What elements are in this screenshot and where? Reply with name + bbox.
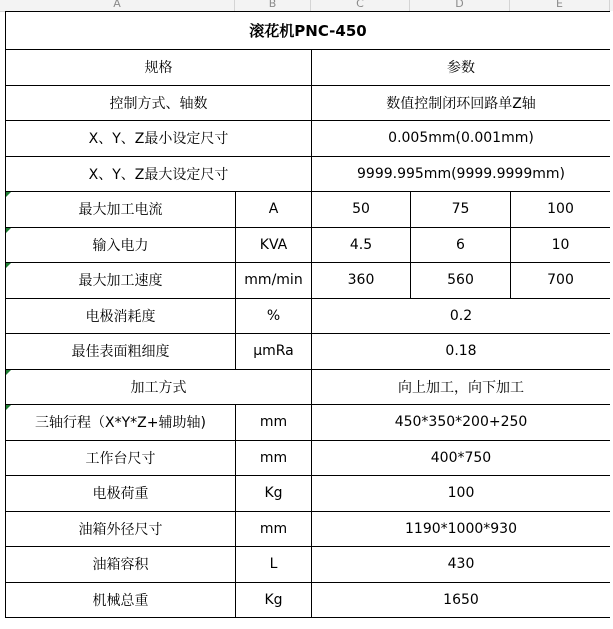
table-row (6, 85, 611, 121)
row-value[interactable]: 数值控制闭环回路单Z轴 (312, 85, 611, 121)
row-value[interactable]: 450*350*200+250 (312, 405, 611, 441)
row-label[interactable]: 电极消耗度 (6, 298, 236, 334)
table-row (6, 547, 611, 583)
row-label[interactable]: 油箱容积 (6, 547, 236, 583)
row-unit[interactable]: μmRa (236, 334, 312, 370)
header-spec[interactable]: 规格 (6, 50, 312, 86)
table-row (6, 405, 611, 441)
table-row (6, 227, 611, 263)
row-value-2[interactable]: 560 (411, 263, 511, 299)
table-row (6, 476, 611, 512)
row-value[interactable]: 1650 (312, 582, 611, 618)
table-row (6, 582, 611, 618)
column-header-a[interactable]: A (0, 0, 235, 11)
row-label[interactable]: 控制方式、轴数 (6, 85, 312, 121)
row-label[interactable]: 三轴行程（X*Y*Z+辅助轴) (6, 405, 236, 441)
row-label[interactable]: 油箱外径尺寸 (6, 511, 236, 547)
row-value[interactable]: 0.005mm(0.001mm) (312, 121, 611, 157)
table-row (6, 121, 611, 157)
spec-table (5, 11, 611, 618)
table-row (6, 511, 611, 547)
row-label[interactable]: 机械总重 (6, 582, 236, 618)
table-row (6, 263, 611, 299)
table-title[interactable]: 滚花机PNC-450 (6, 12, 611, 50)
column-header-b[interactable]: B (235, 0, 311, 11)
column-header-d[interactable]: D (410, 0, 510, 11)
table-row (6, 334, 611, 370)
row-unit[interactable]: KVA (236, 227, 312, 263)
row-unit[interactable]: A (236, 192, 312, 228)
title-row (6, 12, 611, 50)
header-param[interactable]: 参数 (312, 50, 611, 86)
row-label[interactable]: 最大加工电流 (6, 192, 236, 228)
row-value-3[interactable]: 10 (511, 227, 611, 263)
row-value-1[interactable]: 360 (312, 263, 411, 299)
row-value[interactable]: 9999.995mm(9999.9999mm) (312, 156, 611, 192)
row-label[interactable]: 电极荷重 (6, 476, 236, 512)
table-row (6, 298, 611, 334)
row-value[interactable]: 100 (312, 476, 611, 512)
row-unit[interactable]: % (236, 298, 312, 334)
row-value[interactable]: 400*750 (312, 440, 611, 476)
table-row (6, 156, 611, 192)
row-unit[interactable]: Kg (236, 476, 312, 512)
row-label[interactable]: X、Y、Z最小设定尺寸 (6, 121, 312, 157)
table-row (6, 192, 611, 228)
column-header-c[interactable]: C (311, 0, 410, 11)
row-unit[interactable]: Kg (236, 582, 312, 618)
row-label[interactable]: 工作台尺寸 (6, 440, 236, 476)
row-value-2[interactable]: 6 (411, 227, 511, 263)
row-value-3[interactable]: 700 (511, 263, 611, 299)
row-label[interactable]: 最佳表面粗细度 (6, 334, 236, 370)
column-header-e[interactable]: E (510, 0, 610, 11)
row-value[interactable]: 1190*1000*930 (312, 511, 611, 547)
row-unit[interactable]: mm (236, 440, 312, 476)
row-value-2[interactable]: 75 (411, 192, 511, 228)
row-unit[interactable]: mm/min (236, 263, 312, 299)
row-value-3[interactable]: 100 (511, 192, 611, 228)
row-value[interactable]: 0.2 (312, 298, 611, 334)
table-row (6, 369, 611, 405)
row-unit[interactable]: L (236, 547, 312, 583)
table-row (6, 440, 611, 476)
row-value-1[interactable]: 50 (312, 192, 411, 228)
row-value-1[interactable]: 4.5 (312, 227, 411, 263)
row-label[interactable]: 输入电力 (6, 227, 236, 263)
row-label[interactable]: 最大加工速度 (6, 263, 236, 299)
row-label[interactable]: X、Y、Z最大设定尺寸 (6, 156, 312, 192)
row-unit[interactable]: mm (236, 511, 312, 547)
row-label[interactable]: 加工方式 (6, 369, 312, 405)
header-row (6, 50, 611, 86)
row-unit[interactable]: mm (236, 405, 312, 441)
row-value[interactable]: 430 (312, 547, 611, 583)
row-value[interactable]: 0.18 (312, 334, 611, 370)
row-value[interactable]: 向上加工，向下加工 (312, 369, 611, 405)
